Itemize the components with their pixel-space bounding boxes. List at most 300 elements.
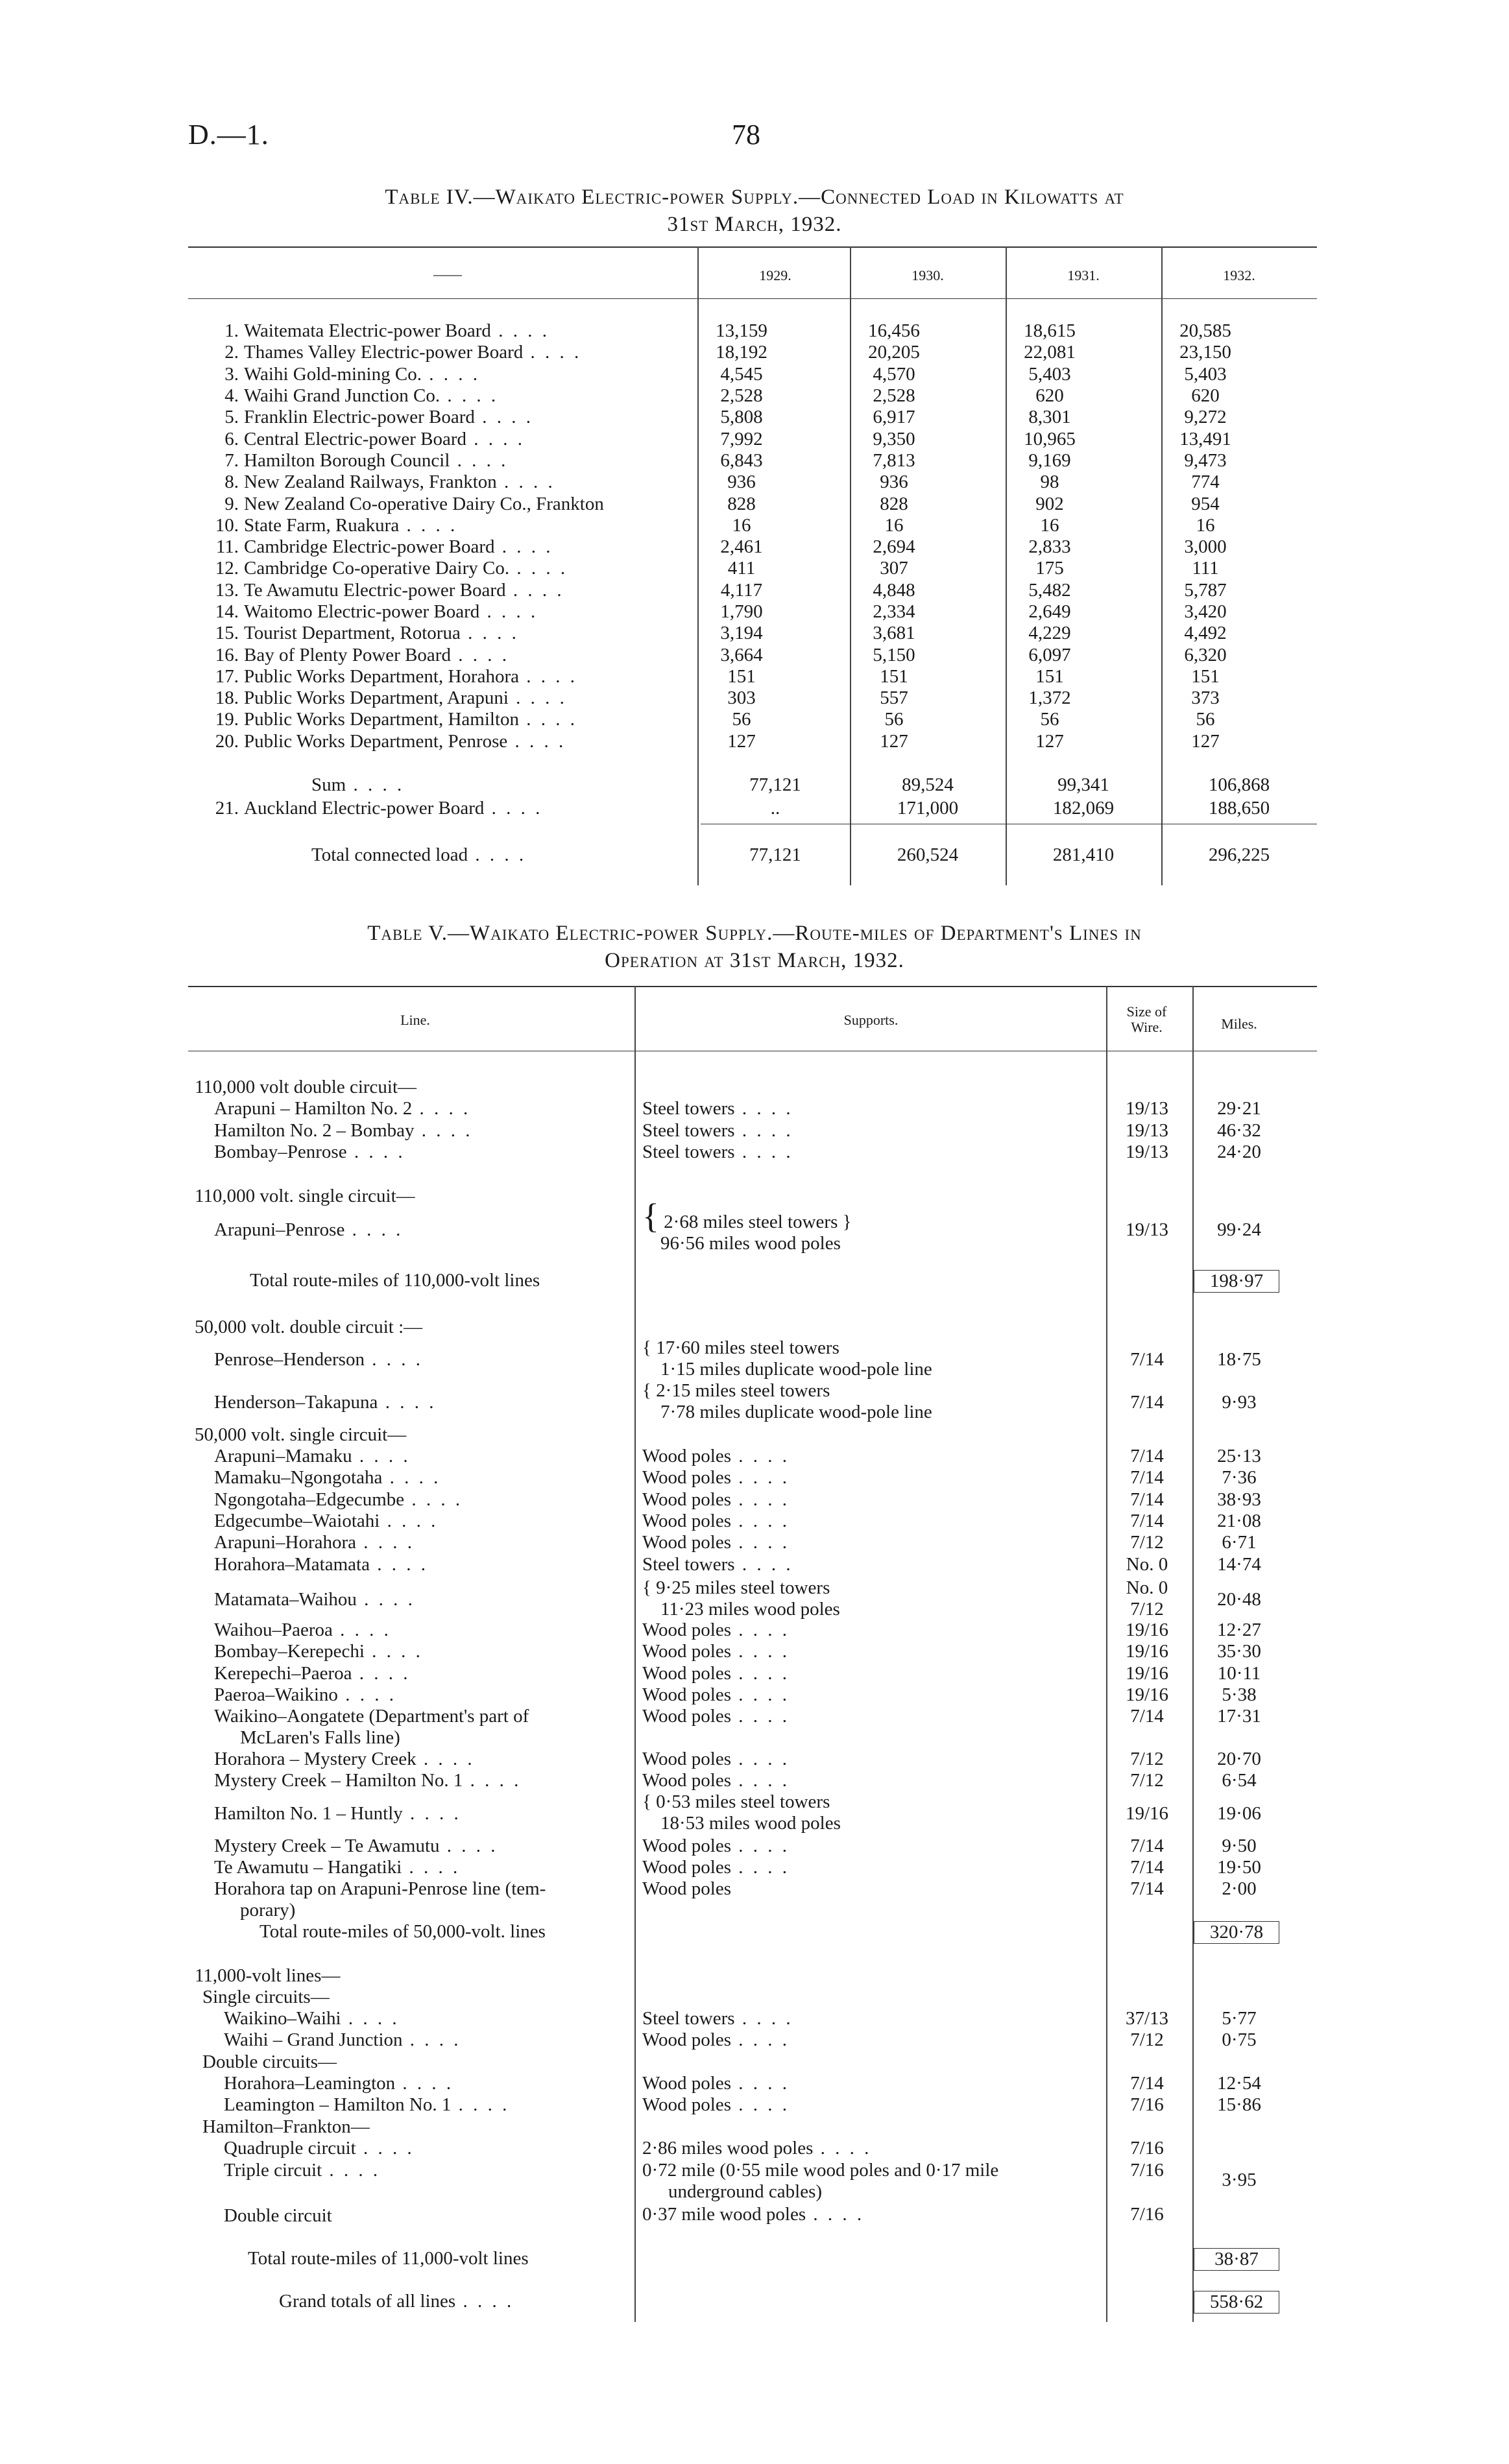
route-miles: 5·77 bbox=[1222, 2008, 1257, 2029]
route-line: Arapuni–Mamaku . . bbox=[214, 1446, 411, 1467]
huntly-miles: 19·06 bbox=[1217, 1803, 1261, 1824]
consumer-name: Public Works Department, Hamilton . . bbox=[244, 709, 667, 730]
row-number: 16. bbox=[215, 644, 239, 665]
route-supports: Wood poles . . bbox=[642, 1446, 790, 1467]
load-value: 98 bbox=[1040, 472, 1059, 493]
route-miles: 38·93 bbox=[1217, 1489, 1261, 1510]
load-value: 127 bbox=[1191, 730, 1220, 752]
load-value: 4,492 bbox=[1184, 623, 1227, 644]
load-value: 151 bbox=[727, 665, 756, 687]
route-miles: 0·75 bbox=[1222, 2029, 1257, 2051]
route-miles: 10·11 bbox=[1217, 1662, 1261, 1684]
route-supports: Wood poles . . bbox=[642, 2094, 790, 2116]
consumer-name: Central Electric-power Board . . bbox=[244, 428, 667, 449]
page-number: 78 bbox=[732, 119, 760, 150]
row-number: 3. bbox=[224, 363, 239, 385]
row-number: 2. bbox=[224, 342, 239, 363]
row-number: 9. bbox=[224, 493, 239, 514]
route-supports: Steel towers . . bbox=[642, 1120, 793, 1142]
consumer-name: Waihi Gold-mining Co. . . bbox=[244, 364, 667, 385]
load-value: 828 bbox=[880, 493, 908, 514]
row-number: 15. bbox=[215, 623, 239, 644]
route-supports: Wood poles . . bbox=[642, 1770, 790, 1791]
grand-label: Grand totals of all lines . . bbox=[279, 2291, 514, 2312]
table4-body bbox=[195, 320, 1283, 752]
row-number: 8. bbox=[224, 472, 239, 493]
s110s-wire: 19/13 bbox=[1125, 1219, 1169, 1240]
route-wire-size: 19/16 bbox=[1125, 1662, 1169, 1684]
s50d-r2-line: Henderson–Takapuna . . bbox=[214, 1392, 436, 1413]
horahora-tap-wire: 7/14 bbox=[1130, 1878, 1164, 1899]
load-value: 4,117 bbox=[720, 579, 763, 601]
load-value: 10,965 bbox=[1024, 428, 1076, 449]
load-value: 127 bbox=[1035, 730, 1064, 752]
table4-top-rule bbox=[188, 246, 1317, 248]
s50d-r2-wire: 7/14 bbox=[1130, 1392, 1164, 1413]
t4-sum-1929: 77,121 bbox=[749, 774, 801, 795]
load-value: 127 bbox=[880, 730, 908, 752]
s50d-r1-supports: { 17·60 miles steel towers 1·15 miles duplicate wood-pole line bbox=[642, 1337, 932, 1380]
table5-title bbox=[195, 920, 1314, 974]
table-row bbox=[195, 320, 1283, 342]
quad-sup: 2·86 miles wood poles . . bbox=[642, 2138, 871, 2159]
route-line: Ngongotaha–Edgecumbe . . bbox=[214, 1489, 463, 1511]
load-value: 3,000 bbox=[1184, 536, 1227, 558]
table-row bbox=[195, 558, 1283, 579]
t4-total-1932: 296,225 bbox=[1208, 844, 1270, 865]
load-value: 16,456 bbox=[868, 320, 920, 342]
horahora-tap-sup: Wood poles bbox=[642, 1878, 732, 1899]
load-value: 620 bbox=[1191, 385, 1220, 407]
table-row bbox=[195, 342, 1283, 363]
load-value: 5,482 bbox=[1028, 579, 1071, 601]
quad-wire: 7/16 bbox=[1130, 2138, 1164, 2159]
load-value: 936 bbox=[727, 472, 756, 493]
load-value: 936 bbox=[880, 472, 908, 493]
route-line: Kerepechi–Paeroa . . bbox=[214, 1663, 411, 1684]
route-miles: 14·74 bbox=[1217, 1553, 1261, 1575]
t4-auckland-1929: .. bbox=[770, 798, 780, 819]
route-miles: 12·27 bbox=[1217, 1620, 1261, 1640]
waikino-sup: Wood poles . . bbox=[642, 1706, 790, 1727]
route-wire-size: 7/14 bbox=[1130, 1467, 1164, 1489]
load-value: 6,320 bbox=[1184, 644, 1227, 665]
t4-sum-1930: 89,524 bbox=[902, 774, 954, 795]
total50-miles: 320·78 bbox=[1194, 1921, 1279, 1944]
route-wire-size: 19/16 bbox=[1125, 1641, 1169, 1662]
consumer-name: State Farm, Ruakura . . bbox=[244, 515, 667, 536]
load-value: 56 bbox=[1196, 709, 1215, 730]
load-value: 2,334 bbox=[873, 601, 915, 622]
t5-divider-2 bbox=[1106, 986, 1107, 2322]
s110s-label: 110,000 volt. single circuit— bbox=[195, 1186, 415, 1206]
t4-auckland-1932: 188,650 bbox=[1208, 798, 1270, 819]
quad-line: Quadruple circuit . . bbox=[224, 2138, 415, 2159]
load-value: 23,150 bbox=[1179, 342, 1231, 363]
t4-sum-1931: 99,341 bbox=[1057, 774, 1109, 795]
consumer-name: Tourist Department, Rotorua . . bbox=[244, 623, 667, 644]
matamata-miles: 20·48 bbox=[1217, 1589, 1261, 1610]
table-row bbox=[195, 385, 1283, 407]
consumer-name: New Zealand Co-operative Dairy Co., Frankton bbox=[244, 493, 604, 514]
route-line: Arapuni – Hamilton No. 2 . . bbox=[214, 1098, 470, 1119]
route-miles: 7·36 bbox=[1222, 1467, 1257, 1489]
route-wire-size: 7/14 bbox=[1130, 1446, 1164, 1466]
table-row bbox=[195, 407, 1283, 428]
consumer-name: Public Works Department, Penrose . . bbox=[244, 731, 667, 752]
load-value: 4,848 bbox=[873, 579, 915, 601]
s11-label: 11,000-volt lines— bbox=[195, 1965, 341, 1986]
route-line: Te Awamutu – Hangatiki . . bbox=[214, 1857, 460, 1878]
table-row bbox=[195, 601, 1283, 623]
load-value: 7,813 bbox=[873, 449, 915, 471]
row-number: 14. bbox=[215, 601, 239, 622]
load-value: 954 bbox=[1191, 493, 1220, 514]
consumer-name: Franklin Electric-power Board . . bbox=[244, 407, 667, 428]
load-value: 303 bbox=[727, 688, 756, 709]
t4-total-label: Total connected load . . bbox=[311, 844, 526, 866]
route-miles: 29·21 bbox=[1217, 1098, 1261, 1119]
load-value: 20,585 bbox=[1179, 320, 1231, 342]
grand-miles: 558·62 bbox=[1194, 2291, 1279, 2314]
load-value: 7,992 bbox=[720, 428, 763, 449]
load-value: 373 bbox=[1191, 688, 1220, 709]
table5-title-line2: Operation at 31st March, 1932. bbox=[605, 949, 904, 972]
huntly-supports: { 0·53 miles steel towers 18·53 miles wood poles bbox=[642, 1791, 841, 1834]
load-value: 56 bbox=[1040, 709, 1059, 730]
load-value: 1,790 bbox=[720, 601, 763, 622]
row-number: 19. bbox=[215, 709, 239, 730]
dbl-sup: 0·37 mile wood poles . . bbox=[642, 2204, 864, 2225]
section-code: D.—1. bbox=[188, 119, 269, 150]
year-1930: 1930. bbox=[911, 267, 944, 283]
row-number: 13. bbox=[215, 579, 239, 601]
route-wire-size: 37/13 bbox=[1125, 2008, 1169, 2029]
route-line: Bombay–Kerepechi . . bbox=[214, 1641, 423, 1662]
hf-miles: 3·95 bbox=[1222, 2170, 1257, 2190]
horahora-tap-line: Horahora tap on Arapuni-Penrose line (tem- porary) bbox=[214, 1878, 546, 1920]
load-value: 3,664 bbox=[720, 644, 763, 665]
load-value: 13,491 bbox=[1179, 428, 1231, 449]
route-line: Mystery Creek – Te Awamutu . . bbox=[214, 1836, 498, 1857]
route-supports: Wood poles . . bbox=[642, 1467, 790, 1489]
route-supports: Steel towers . . bbox=[642, 1554, 793, 1575]
route-supports: Steel towers . . bbox=[642, 1142, 793, 1163]
t4-total-1931: 281,410 bbox=[1052, 844, 1115, 865]
route-supports: Wood poles . . bbox=[642, 1684, 790, 1706]
load-value: 557 bbox=[880, 688, 908, 709]
s110d-label: 110,000 volt double circuit— bbox=[195, 1077, 417, 1097]
table-row bbox=[195, 536, 1283, 558]
s11-single: Single circuits— bbox=[202, 1987, 330, 2007]
load-value: 3,194 bbox=[720, 623, 763, 644]
consumer-name: Cambridge Electric-power Board . . bbox=[244, 536, 667, 558]
load-value: 5,808 bbox=[720, 407, 763, 428]
route-wire-size: 7/12 bbox=[1130, 1770, 1164, 1791]
consumer-name: Cambridge Co-operative Dairy Co. . . bbox=[244, 558, 667, 579]
table5-top-rule bbox=[188, 986, 1317, 987]
waikino-miles: 17·31 bbox=[1217, 1706, 1261, 1727]
total110-miles: 198·97 bbox=[1194, 1270, 1279, 1293]
route-wire-size: No. 0 bbox=[1126, 1553, 1168, 1575]
route-wire-size: 19/13 bbox=[1125, 1119, 1169, 1141]
route-wire-size: 7/14 bbox=[1130, 1857, 1164, 1878]
route-wire-size: 19/13 bbox=[1125, 1098, 1169, 1119]
waikino-wire: 7/14 bbox=[1130, 1706, 1164, 1727]
route-wire-size: 19/16 bbox=[1125, 1684, 1169, 1705]
route-wire-size: 7/14 bbox=[1130, 1836, 1164, 1856]
load-value: 4,570 bbox=[873, 363, 915, 385]
load-value: 2,528 bbox=[873, 385, 915, 407]
route-wire-size: 7/14 bbox=[1130, 1510, 1164, 1531]
load-value: 18,192 bbox=[716, 342, 767, 363]
matamata-wire: No. 0 7/12 bbox=[1126, 1577, 1168, 1620]
consumer-name: Te Awamutu Electric-power Board . . bbox=[244, 580, 667, 601]
table-row bbox=[195, 450, 1283, 472]
total11-label: Total route-miles of 11,000-volt lines bbox=[248, 2248, 529, 2269]
route-supports: Steel towers . . bbox=[642, 2008, 793, 2029]
route-supports: Wood poles . . bbox=[642, 1641, 790, 1662]
waikino-line: Waikino–Aongatete (Department's part of McLaren's Falls line) bbox=[214, 1706, 529, 1748]
load-value: 13,159 bbox=[716, 320, 767, 342]
t4-total-1929: 77,121 bbox=[749, 844, 801, 865]
route-wire-size: 19/16 bbox=[1125, 1620, 1169, 1640]
dbl-line: Double circuit bbox=[224, 2205, 332, 2226]
s50d-r1-wire: 7/14 bbox=[1130, 1349, 1164, 1370]
route-supports: Wood poles . . bbox=[642, 1532, 790, 1553]
consumer-name: Waitomo Electric-power Board . . bbox=[244, 601, 667, 623]
load-value: 5,403 bbox=[1184, 363, 1227, 385]
consumer-name: Public Works Department, Horahora . . bbox=[244, 666, 667, 688]
table-row bbox=[195, 666, 1283, 688]
route-miles: 15·86 bbox=[1217, 2094, 1261, 2116]
total110-label: Total route-miles of 110,000-volt lines bbox=[250, 1270, 540, 1291]
matamata-line: Matamata–Waihou . . bbox=[214, 1589, 415, 1610]
route-miles: 21·08 bbox=[1217, 1510, 1261, 1531]
load-value: 6,097 bbox=[1028, 644, 1071, 665]
load-value: 6,843 bbox=[720, 449, 763, 471]
table-row bbox=[195, 364, 1283, 385]
t4-sum-label: Sum . . bbox=[311, 774, 404, 796]
row-number: 7. bbox=[224, 449, 239, 471]
load-value: 16 bbox=[732, 514, 751, 536]
route-line: Bombay–Penrose . . bbox=[214, 1142, 405, 1163]
route-miles: 20·70 bbox=[1217, 1749, 1261, 1769]
s50d-r1-line: Penrose–Henderson . . bbox=[214, 1349, 423, 1370]
triple-line: Triple circuit . . bbox=[224, 2160, 380, 2181]
consumer-name: Thames Valley Electric-power Board . . bbox=[244, 342, 667, 363]
route-miles: 5·38 bbox=[1222, 1684, 1257, 1705]
route-line: Leamington – Hamilton No. 1 . . bbox=[224, 2094, 509, 2116]
load-value: 6,917 bbox=[873, 407, 915, 428]
table4-corner: —— bbox=[433, 266, 462, 282]
route-line: Hamilton No. 2 – Bombay . . bbox=[214, 1120, 473, 1142]
total50-label: Total route-miles of 50,000-volt. lines bbox=[260, 1921, 546, 1942]
load-value: 20,205 bbox=[868, 342, 920, 363]
row-number: 1. bbox=[224, 320, 239, 342]
s50s-label: 50,000 volt. single circuit— bbox=[195, 1424, 407, 1445]
load-value: 22,081 bbox=[1024, 342, 1076, 363]
s110s-miles: 99·24 bbox=[1217, 1219, 1261, 1240]
load-value: 3,681 bbox=[873, 623, 915, 644]
table-row bbox=[195, 623, 1283, 644]
route-supports: Wood poles . . bbox=[642, 2073, 790, 2094]
load-value: 16 bbox=[1040, 514, 1059, 536]
route-supports: Wood poles . . bbox=[642, 1857, 790, 1878]
load-value: 5,150 bbox=[873, 644, 915, 665]
table-row bbox=[195, 493, 1283, 514]
load-value: 111 bbox=[1192, 558, 1219, 579]
route-supports: Wood poles . . bbox=[642, 2029, 790, 2051]
load-value: 828 bbox=[727, 493, 756, 514]
table-row bbox=[195, 688, 1283, 709]
load-value: 902 bbox=[1035, 493, 1064, 514]
route-supports: Steel towers . . bbox=[642, 1098, 793, 1119]
load-value: 3,420 bbox=[1184, 601, 1227, 622]
table-row bbox=[195, 644, 1283, 665]
load-value: 4,229 bbox=[1028, 623, 1071, 644]
s11-double: Double circuits— bbox=[202, 2051, 337, 2072]
consumer-name: New Zealand Railways, Frankton . . bbox=[244, 472, 667, 493]
route-miles: 9·50 bbox=[1222, 1836, 1257, 1856]
route-miles: 25·13 bbox=[1217, 1446, 1261, 1466]
load-value: 151 bbox=[1191, 665, 1220, 687]
row-number: 6. bbox=[224, 428, 239, 449]
load-value: 2,461 bbox=[720, 536, 763, 558]
route-supports: Wood poles . . bbox=[642, 1749, 790, 1770]
load-value: 4,545 bbox=[720, 363, 763, 385]
load-value: 307 bbox=[880, 558, 908, 579]
table4-title-line1: Table IV.—Waikato Electric-power Supply.—Connected Load in Kilowatts at bbox=[385, 185, 1124, 209]
load-value: 151 bbox=[1035, 665, 1064, 687]
route-wire-size: 7/12 bbox=[1130, 1749, 1164, 1769]
load-value: 18,615 bbox=[1024, 320, 1076, 342]
load-value: 16 bbox=[884, 514, 904, 536]
row-number: 10. bbox=[215, 514, 239, 536]
load-value: 151 bbox=[880, 665, 908, 687]
load-value: 56 bbox=[732, 709, 751, 730]
route-line: Waihou–Paeroa . . bbox=[214, 1620, 391, 1641]
route-line: Edgecumbe–Waiotahi . . bbox=[214, 1511, 438, 1532]
t5-head-line: Line. bbox=[400, 1012, 430, 1028]
t4-sum-1932: 106,868 bbox=[1208, 774, 1270, 795]
s50d-r1-miles: 18·75 bbox=[1217, 1349, 1261, 1370]
route-supports: Wood poles . . bbox=[642, 1489, 790, 1511]
route-line: Waihi – Grand Junction . . bbox=[224, 2029, 461, 2051]
table-row bbox=[195, 731, 1283, 752]
load-value: 2,694 bbox=[873, 536, 915, 558]
row-number: 17. bbox=[215, 665, 239, 687]
load-value: 411 bbox=[727, 558, 756, 579]
t5-head-wire: Size of Wire. bbox=[1126, 1003, 1167, 1035]
s110s-line: Arapuni–Penrose . . bbox=[214, 1219, 403, 1241]
load-value: 9,272 bbox=[1184, 407, 1227, 428]
route-miles: 6·71 bbox=[1222, 1532, 1257, 1553]
load-value: 2,833 bbox=[1028, 536, 1071, 558]
load-value: 774 bbox=[1191, 472, 1220, 493]
load-value: 127 bbox=[727, 730, 756, 752]
t4-total-1930: 260,524 bbox=[897, 844, 959, 865]
route-line: Mamaku–Ngongotaha . . bbox=[214, 1467, 441, 1489]
route-wire-size: 19/13 bbox=[1125, 1142, 1169, 1162]
s50d-r2-supports: { 2·15 miles steel towers 7·78 miles duplicate wood-pole line bbox=[642, 1380, 932, 1422]
route-line: Mystery Creek – Hamilton No. 1 . . bbox=[214, 1770, 521, 1791]
load-value: 2,649 bbox=[1028, 601, 1071, 622]
triple-sup: 0·72 mile (0·55 mile wood poles and 0·17 mile underground cables) bbox=[642, 2160, 999, 2202]
load-value: 2,528 bbox=[720, 385, 763, 407]
t4-auckland-label: 21. Auckland Electric-power Board . . bbox=[195, 798, 542, 819]
t5-head-supports: Supports. bbox=[843, 1012, 899, 1028]
year-1931: 1931. bbox=[1067, 267, 1100, 283]
route-miles: 6·54 bbox=[1222, 1770, 1257, 1791]
row-number: 11. bbox=[215, 536, 239, 558]
year-1929: 1929. bbox=[759, 267, 791, 283]
consumer-name: Waihi Grand Junction Co. . . bbox=[244, 385, 667, 407]
route-supports: Wood poles . . bbox=[642, 1663, 790, 1684]
table-row bbox=[195, 472, 1283, 493]
consumer-name: Hamilton Borough Council . . bbox=[244, 450, 667, 472]
table4-title bbox=[195, 184, 1314, 238]
total11-miles: 38·87 bbox=[1194, 2248, 1279, 2271]
route-line: Paeroa–Waikino . . bbox=[214, 1684, 396, 1706]
route-line: Arapuni–Horahora . . bbox=[214, 1532, 415, 1553]
route-supports: Wood poles . . bbox=[642, 1511, 790, 1532]
t4-auckland-1931: 182,069 bbox=[1052, 798, 1115, 819]
route-line: Horahora–Matamata . . bbox=[214, 1554, 428, 1575]
table-row bbox=[195, 709, 1283, 730]
load-value: 9,169 bbox=[1028, 449, 1071, 471]
huntly-line: Hamilton No. 1 – Huntly . . bbox=[214, 1803, 461, 1824]
horahora-tap-miles: 2·00 bbox=[1222, 1878, 1257, 1899]
row-number: 12. bbox=[215, 558, 239, 579]
load-value: 9,350 bbox=[873, 428, 915, 449]
route-supports: Wood poles . . bbox=[642, 1620, 790, 1641]
table4-title-line2: 31st March, 1932. bbox=[667, 213, 842, 236]
consumer-name: Waitemata Electric-power Board . . bbox=[244, 320, 667, 342]
route-miles: 19·50 bbox=[1217, 1857, 1261, 1878]
route-line: Horahora – Mystery Creek . . bbox=[214, 1749, 475, 1770]
consumer-name: Bay of Plenty Power Board . . bbox=[244, 644, 667, 665]
row-number: 18. bbox=[215, 688, 239, 709]
s11-hf: Hamilton–Frankton— bbox=[202, 2116, 370, 2137]
triple-wire: 7/16 bbox=[1130, 2160, 1164, 2181]
s50d-label: 50,000 volt. double circuit :— bbox=[195, 1317, 423, 1337]
table4-head-rule bbox=[188, 298, 1317, 299]
route-miles: 24·20 bbox=[1217, 1142, 1261, 1162]
t4-auckland-1930: 171,000 bbox=[897, 798, 959, 819]
row-number: 20. bbox=[215, 730, 239, 752]
load-value: 175 bbox=[1035, 558, 1064, 579]
load-value: 56 bbox=[884, 709, 904, 730]
load-value: 5,787 bbox=[1184, 579, 1227, 601]
route-supports: Wood poles . . bbox=[642, 1836, 790, 1857]
table-row bbox=[195, 515, 1283, 536]
route-wire-size: 7/16 bbox=[1130, 2094, 1164, 2116]
load-value: 1,372 bbox=[1028, 688, 1071, 709]
consumer-name: Public Works Department, Arapuni . . bbox=[244, 688, 667, 709]
route-line: Waikino–Waihi . . bbox=[224, 2008, 400, 2029]
load-value: 5,403 bbox=[1028, 363, 1071, 385]
t5-head-miles: Miles. bbox=[1221, 1016, 1257, 1032]
route-wire-size: 7/14 bbox=[1130, 2073, 1164, 2094]
year-1932: 1932. bbox=[1223, 267, 1255, 283]
route-wire-size: 7/12 bbox=[1130, 1532, 1164, 1553]
load-value: 8,301 bbox=[1028, 407, 1071, 428]
route-wire-size: 7/12 bbox=[1130, 2029, 1164, 2051]
route-line: Horahora–Leamington . . bbox=[224, 2073, 453, 2094]
t5-divider-1 bbox=[634, 986, 636, 2322]
load-value: 9,473 bbox=[1184, 449, 1227, 471]
